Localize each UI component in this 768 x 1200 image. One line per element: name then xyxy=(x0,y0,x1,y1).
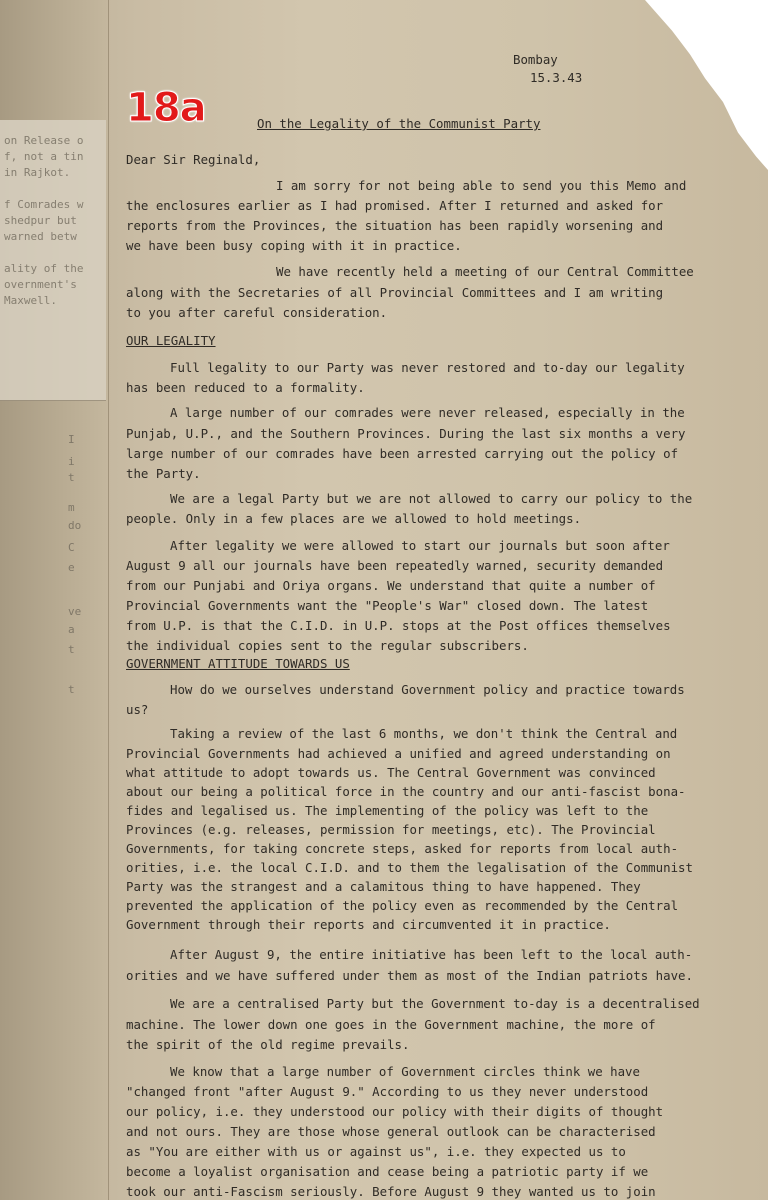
body-line: machine. The lower down one goes in the Government machine, the more of xyxy=(126,1017,656,1032)
salutation: Dear Sir Reginald, xyxy=(126,152,261,167)
margin-fragment: in Rajkot. xyxy=(4,166,71,179)
body-line: the spirit of the old regime prevails. xyxy=(126,1037,410,1052)
place-line: Bombay xyxy=(513,52,558,67)
margin-fragment: t xyxy=(68,471,75,484)
margin-fragment: do xyxy=(68,519,82,532)
body-line: Provincial Governments want the "People's War" closed down. The latest xyxy=(126,598,649,613)
body-line: We are a centralised Party but the Government to-day is a decentralised xyxy=(170,996,700,1011)
body-line: Party was the strangest and a calamitous thing to have happened. They xyxy=(126,879,641,894)
margin-fragment: f Comrades w xyxy=(4,198,84,211)
margin-fragment: overnment's xyxy=(4,278,77,291)
body-line: become a loyalist organisation and cease being a patriotic party if we xyxy=(126,1164,649,1179)
body-line: "changed front "after August 9." According to us they never understood xyxy=(126,1084,649,1099)
body-line: from U.P. is that the C.I.D. in U.P. stops at the Post offices themselves xyxy=(126,618,671,633)
body-line: Taking a review of the last 6 months, we don't think the Central and xyxy=(170,726,678,741)
body-line: large number of our comrades have been arrested carrying out the policy of xyxy=(126,446,679,461)
body-line: How do we ourselves understand Government policy and practice towards xyxy=(170,682,685,697)
body-line: orities and we have suffered under them as most of the Indian patriots have. xyxy=(126,968,693,983)
margin-fragment: shedpur but xyxy=(4,214,77,227)
body-line: our policy, i.e. they understood our policy with their digits of thought xyxy=(126,1104,664,1119)
page-stamp-label: 18a xyxy=(126,85,206,131)
body-line: we have been busy coping with it in practice. xyxy=(126,238,462,253)
body-line: I am sorry for not being able to send you this Memo and xyxy=(276,178,687,193)
section-heading: GOVERNMENT ATTITUDE TOWARDS US xyxy=(126,656,350,671)
date-line: 15.3.43 xyxy=(530,70,583,85)
body-line: We have recently held a meeting of our Central Committee xyxy=(276,264,694,279)
margin-fragment: t xyxy=(68,643,75,656)
margin-fragment: f, not a tin xyxy=(4,150,84,163)
body-line: reports from the Provinces, the situation has been rapidly worsening and xyxy=(126,218,664,233)
body-line: After legality we were allowed to start our journals but soon after xyxy=(170,538,670,553)
body-line: and not ours. They are those whose general outlook can be characterised xyxy=(126,1124,656,1139)
margin-fragment: t xyxy=(68,683,75,696)
body-line: prevented the application of the policy even as recommended by the Central xyxy=(126,898,679,913)
body-line: Provincial Governments had achieved a unified and agreed understanding on xyxy=(126,746,671,761)
body-line: from our Punjabi and Oriya organs. We understand that quite a number of xyxy=(126,578,656,593)
margin-fragment: ality of the xyxy=(4,262,84,275)
body-line: the individual copies sent to the regular subscribers. xyxy=(126,638,529,653)
body-line: fides and legalised us. The implementing of the policy was left to the xyxy=(126,803,649,818)
body-line: along with the Secretaries of all Provincial Committees and I am writing xyxy=(126,285,664,300)
body-line: about our being a political force in the country and our anti-fascist bona- xyxy=(126,784,686,799)
body-line: to you after careful consideration. xyxy=(126,305,388,320)
body-line: has been reduced to a formality. xyxy=(126,380,365,395)
body-line: what attitude to adopt towards us. The Central Government was convinced xyxy=(126,765,656,780)
body-line: orities, i.e. the local C.I.D. and to them the legalisation of the Communist xyxy=(126,860,693,875)
body-line: us? xyxy=(126,702,149,717)
body-line: A large number of our comrades were never released, especially in the xyxy=(170,405,685,420)
body-line: as "You are either with us or against us", i.e. they expected us to xyxy=(126,1144,626,1159)
body-line: Full legality to our Party was never restored and to-day our legality xyxy=(170,360,685,375)
margin-fragment: C xyxy=(68,541,75,554)
body-line: the enclosures earlier as I had promised. After I returned and asked for xyxy=(126,198,664,213)
body-line: Governments, for taking concrete steps, asked for reports from local auth- xyxy=(126,841,679,856)
margin-fragment: m xyxy=(68,501,75,514)
margin-fragment: Maxwell. xyxy=(4,294,57,307)
body-line: Government through their reports and circumvented it in practice. xyxy=(126,917,611,932)
section-heading: OUR LEGALITY xyxy=(126,333,216,348)
margin-fragment: ve xyxy=(68,605,82,618)
body-line: Provinces (e.g. releases, permission for meetings, etc). The Provincial xyxy=(126,822,656,837)
document-title: On the Legality of the Communist Party xyxy=(257,116,541,131)
margin-fragment: warned betw xyxy=(4,230,77,243)
body-line: August 9 all our journals have been repeatedly warned, security demanded xyxy=(126,558,664,573)
margin-fragment: a xyxy=(68,623,75,636)
torn-corner xyxy=(618,0,768,170)
margin-fragment: i xyxy=(68,455,75,468)
body-line: people. Only in a few places are we allowed to hold meetings. xyxy=(126,511,582,526)
body-line: Punjab, U.P., and the Southern Provinces. During the last six months a very xyxy=(126,426,686,441)
body-line: After August 9, the entire initiative has been left to the local auth- xyxy=(170,947,693,962)
body-line: We know that a large number of Government circles think we have xyxy=(170,1064,640,1079)
body-line: took our anti-Fascism seriously. Before August 9 they wanted us to join xyxy=(126,1184,656,1199)
body-line: We are a legal Party but we are not allowed to carry our policy to the xyxy=(170,491,693,506)
margin-fragment: I xyxy=(68,433,75,446)
body-line: the Party. xyxy=(126,466,201,481)
margin-fragment: on Release o xyxy=(4,134,84,147)
margin-fragment: e xyxy=(68,561,75,574)
